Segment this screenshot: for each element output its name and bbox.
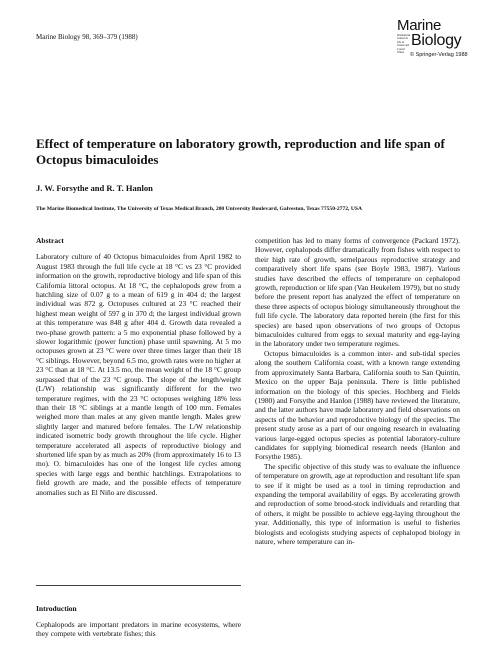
- introduction-heading: Introduction: [36, 604, 77, 613]
- abstract-heading: Abstract: [36, 236, 64, 245]
- body-paragraph: The specific objective of this study was to evaluate the influence of temperature on growth, age at reproduction and resultant life span to see if it might be used as a tool in timing reproduction and expanding the temporal availability of eggs. By accelerating growth and reproduction of some brood-stock individuals and retarding that of others, it might be possible to achieve egg-laying throughout the year. Additionally, this type of information is useful to fisheries biologists and ecologists studying aspects of cephalopod biology in nature, where temperature can in-: [255, 461, 460, 546]
- abstract-text: Laboratory culture of 40 Octopus bimaculoides from April 1982 to August 1983 through the full life cycle at 18 °C vs 23 °C provided information on the growth, reproductive biology and life span of this California littoral octopus. At 18 °C, the cephalopods grew from a hatchling size of 0.07 g to a mean of 619 g in 404 d; the largest individual was 872 g. Octopuses cultured at 23 °C reached their highest mean weight of 597 g in 370 d; the largest individual grown at this temperature was 848 g after 404 d. Growth data revealed a two-phase growth pattern: a 5 mo exponential phase followed by a slower logarithmic (power function) phase until spawning. At 5 mo octopuses grown at 23 °C were over three times larger than their 18 °C siblings. However, beyond 6.5 mo, growth rates were no higher at 23 °C than at 18 °C. At 13.5 mo, the mean weight of the 18 °C group surpassed that of the 23 °C group. The slope of the length/weight (L/W) relationship was significantly different for the two temperature regimes, with the 23 °C octopuses weighing 18% less than their 18 °C siblings at a mantle length of 100 mm. Females weighed more than males at any given mantle length. Males grew slightly larger and matured before females. The L/W relationship indicated isometric body growth throughout the life cycle. Higher temperature accelerated all aspects of reproductive biology and shortened life span by as much as 20% (from approximately 16 to 13 mo). O. bimaculoides has one of the longest life cycles among species with large eggs and benthic hatchlings. Extrapolations to field growth are made, and the possible effects of temperature anomalies such as El Niño are discussed.: [36, 252, 241, 497]
- running-head: Marine Biology 98, 369–379 (1988): [36, 33, 138, 41]
- right-column: [255, 236, 460, 546]
- journal-logo: [397, 18, 475, 68]
- publisher-copyright: © Springer-Verlag 1988: [410, 52, 468, 58]
- introduction-text: Cephalopods are important predators in marine ecosystems, where they compete with vertebrate fishes; this: [36, 620, 241, 639]
- left-column: [36, 236, 241, 497]
- body-paragraph: competition has led to many forms of convergence (Packard 1972). However, cephalopods differ dramatically from fishes with respect to their high rate of growth, semelparous reproductive strategy and comparatively short life spans (see Boyle 1983, 1987). Various studies have described the effects of temperature on cephalopod growth, reproduction or life span (Van Heukelem 1979), but no study before the present report has analyzed the effect of temperature on these three aspects of octopus biology simultaneously throughout the full life cycle. The laboratory data reported herein (the first for this species) are based upon observations of two groups of Octopus bimaculoides cultured from eggs to sexual maturity and egg-laying in the laboratory under two temperature regimes.: [255, 236, 460, 349]
- body-paragraph: Octopus bimaculoides is a common inter- and sub-tidal species along the southern California coast, with a known range extending from approximately Santa Barbara, California south to San Quintin, Mexico on the upper Baja peninsula. There is little published information on the biology of this species. Hochberg and Fields (1980) and Forsythe and Hanlon (1988) have reviewed the literature, and the latter authors have made laboratory and field observations on aspects of the behavior and reproductive biology of the species. The present study arose as a part of our ongoing research in evaluating various large-egged octopus species as potential laboratory-culture candidates for supplying biomedical research needs (Hanlon and Forsythe 1985).: [255, 348, 460, 462]
- journal-logo-tagline: International Journal on Life in Oceans and Coastal Waters: [397, 34, 411, 55]
- journal-logo-marine: Marine: [397, 17, 442, 34]
- article-authors: J. W. Forsythe and R. T. Hanlon: [36, 183, 153, 193]
- journal-logo-biology: Biology: [411, 32, 462, 49]
- section-divider: [36, 585, 241, 586]
- author-affiliation: The Marine Biomedical Institute, The University of Texas Medical Branch, 200 University Boulevard, Galveston, Texas 77550-2772, USA: [36, 206, 363, 212]
- article-title: Effect of temperature on laboratory growth, reproduction and life span of Octopus bimaculoides: [36, 136, 445, 167]
